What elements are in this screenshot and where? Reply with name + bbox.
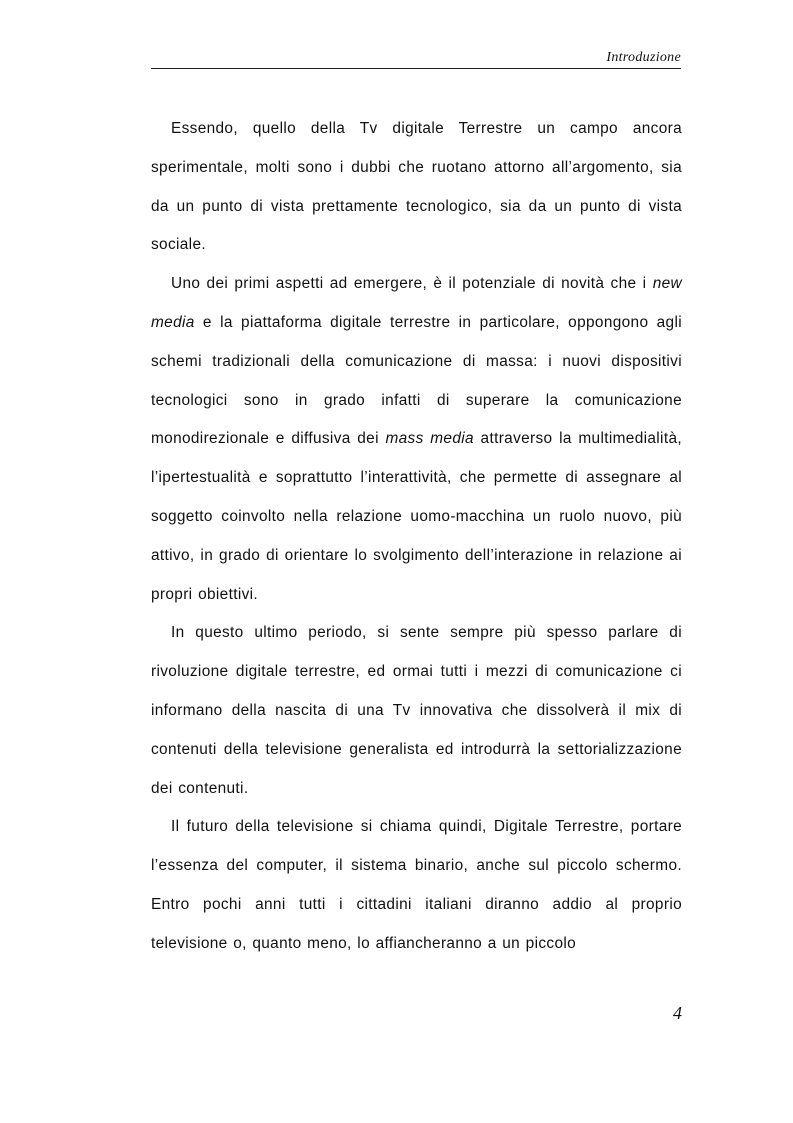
paragraph-2-text-b: e la piattaforma digitale terrestre in particolare, oppongono agli schemi tradizionali della comunicazione di massa: i nuovi dispositivi tecnologici sono in grado infatti di superare la comunicazione monodirezionale e diffusiva dei (151, 313, 682, 448)
paragraph-4: Il futuro della televisione si chiama quindi, Digitale Terrestre, portare l’essenza del computer, il sistema binario, anche sul piccolo schermo. Entro pochi anni tutti i cittadini italiani diranno addio al proprio televisione o, quanto meno, lo affiancheranno a un piccolo (151, 818, 682, 952)
running-header (151, 50, 681, 69)
paragraph-2-text-c: attraverso la multimedialità, l’ipertestualità e soprattutto l’interattività, che permette di assegnare al soggetto coinvolto nella relazione uomo-macchina un ruolo nuovo, più attivo, in grado di orientare lo svolgimento dell’interazione in relazione ai propri obiettivi. (151, 430, 682, 603)
paragraph-2-text-a: Uno dei primi aspetti ad emergere, è il potenziale di novità che i (171, 275, 653, 293)
emphasis-mass-media: mass media (385, 430, 474, 448)
page-number: 4 (673, 1003, 682, 1023)
emphasis-new-media: new media (151, 275, 682, 331)
paragraph-2 (151, 265, 682, 614)
paragraph-3: In questo ultimo periodo, si sente sempre più spesso parlare di rivoluzione digitale terrestre, ed ormai tutti i mezzi di comunicazione ci informano della nascita di una Tv innovativa che dissolverà il mix di contenuti della televisione generalista ed introdurrà la settorializzazione dei contenuti. (151, 624, 682, 797)
section-title: Introduzione (606, 50, 681, 65)
paragraph-1: Essendo, quello della Tv digitale Terrestre un campo ancora sperimentale, molti sono i dubbi che ruotano attorno all’argomento, sia da un punto di vista prettamente tecnologico, sia da un punto di vista sociale. (151, 120, 682, 254)
body-text (151, 110, 682, 964)
